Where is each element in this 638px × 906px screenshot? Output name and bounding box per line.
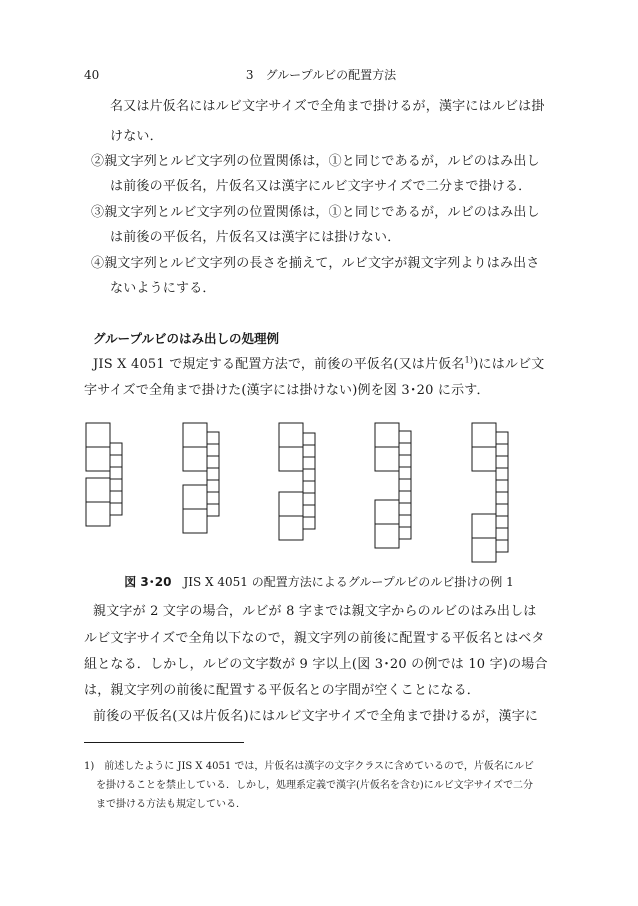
ruby-example-4	[375, 423, 411, 548]
body-line-1: 親文字が 2 文字の場合，ルビが 8 字までは親文字からのルビのはみ出しは	[93, 604, 537, 619]
ruby-example-5	[472, 423, 508, 562]
section-heading: グループルビのはみ出しの処理例	[93, 331, 280, 346]
footnote-line-3: まで掛ける方法も規定している．	[96, 799, 246, 810]
footnote-rule	[84, 742, 244, 743]
ruby-example-1	[86, 423, 122, 526]
body-line-4: は，親文字列の前後に配置する平仮名との字間が空くことになる．	[84, 683, 481, 698]
list-item-1-line-1: 名又は片仮名にはルビ文字サイズで全角まで掛けるが，漢字にはルビは掛	[110, 99, 545, 114]
list-item-4-line-2: ないようにする．	[110, 281, 216, 296]
figure-label: 図 3･20	[124, 575, 172, 589]
list-item-3-line-1: ③親文字列とルビ文字列の位置関係は，①と同じであるが，ルビのはみ出し	[91, 205, 540, 220]
footnote-line-2: を掛けることを禁止している．しかし，処理系定義で漢字(片仮名を含む)にルビ文字サイズで二分	[96, 780, 534, 791]
figure-caption-text: JIS X 4051 の配置方法によるグループルビのルビ掛けの例 1	[183, 575, 514, 589]
list-item-2-line-1: ②親文字列とルビ文字列の位置関係は，①と同じであるが，ルビのはみ出し	[91, 154, 540, 169]
ruby-example-2	[183, 423, 219, 533]
intro-line-1-text: JIS X 4051 で規定する配置方法で，前後の平仮名(又は片仮名	[93, 357, 465, 372]
list-item-3-line-2: は前後の平仮名，片仮名又は漢字には掛けない．	[110, 230, 401, 245]
body-line-3: 組となる．しかし，ルビの文字数が 9 字以上(図 3･20 の例では 10 字)の場合	[84, 657, 548, 672]
body-line-5: 前後の平仮名(又は片仮名)にはルビ文字サイズで全角まで掛けるが，漢字に	[93, 709, 539, 724]
body-line-2: ルビ文字サイズで全角以下なので，親文字列の前後に配置する平仮名とはベタ	[84, 631, 545, 646]
intro-line-1-tail: )にはルビ文	[473, 357, 545, 372]
page-number: 40	[84, 68, 100, 82]
list-item-4-line-1: ④親文字列とルビ文字列の長さを揃えて，ルビ文字が親文字列よりはみ出さ	[91, 256, 540, 271]
figure-caption	[0, 573, 638, 591]
list-item-2-line-2: は前後の平仮名，片仮名又は漢字にルビ文字サイズで二分まで掛ける．	[110, 179, 532, 194]
footnote-line-1: 1) 前述したように JIS X 4051 では，片仮名は漢字の文字クラスに含めているので，片仮名にルビ	[84, 761, 534, 772]
footnote-ref: 1)	[464, 355, 474, 365]
list-item-1-line-2: けない．	[110, 129, 163, 144]
intro-line-2: 字サイズで全角まで掛けた(漢字には掛けない)例を図 3･20 に示す．	[84, 383, 490, 398]
running-head: 3 グループルビの配置方法	[245, 68, 397, 82]
ruby-example-3	[279, 423, 315, 540]
